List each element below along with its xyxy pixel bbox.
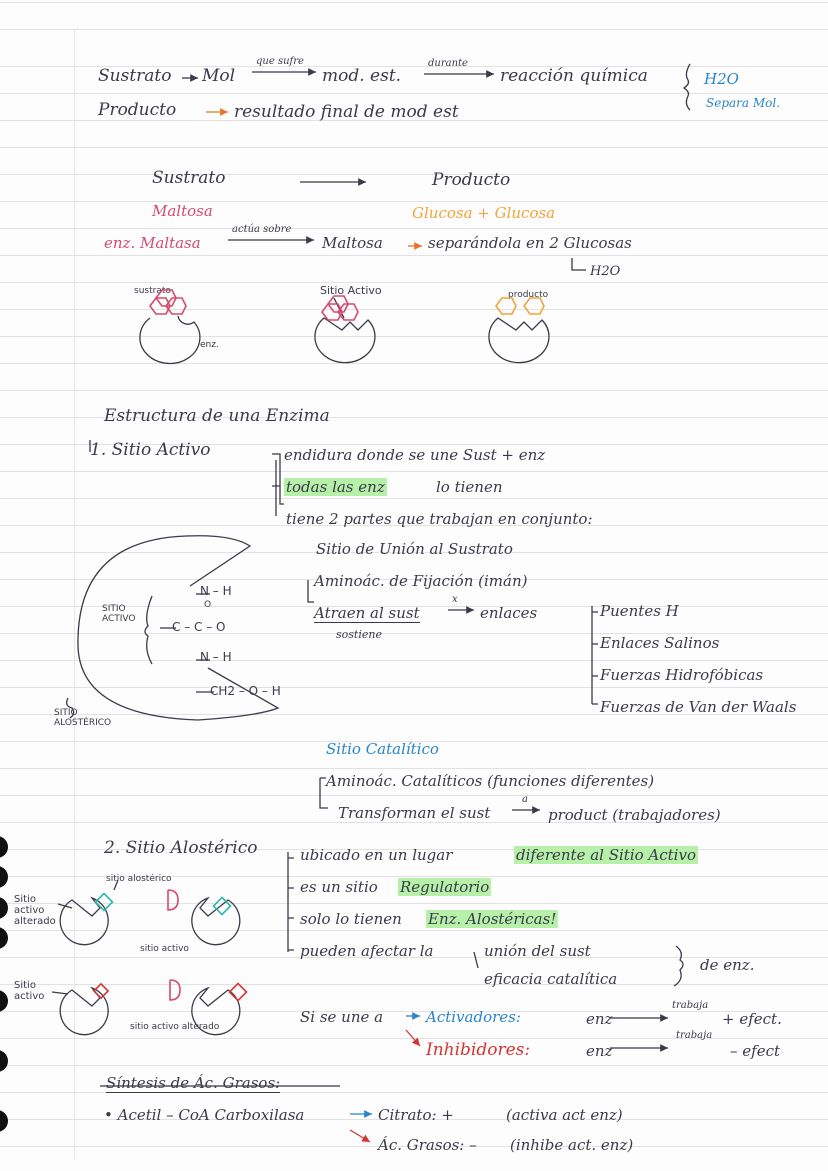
text-trabaja-2: trabaja — [676, 1030, 713, 1041]
text-durante: durante — [428, 58, 468, 69]
text-sustrato: Sustrato — [98, 66, 172, 86]
text-ubicado: ubicado en un lugar — [300, 846, 453, 864]
label-sitio-activo-box: SITIO ACTIVO — [102, 604, 136, 624]
text-solo: solo lo tienen — [300, 910, 402, 928]
label-sitio-activo: Sitio Activo — [320, 284, 382, 297]
text-sostiene: sostiene — [336, 628, 382, 641]
label-sustrato: sustrato — [134, 286, 171, 296]
text-product: product (trabajadores) — [548, 806, 721, 824]
text-todas: todas las enz — [286, 478, 385, 496]
text-activa: (activa act enz) — [506, 1106, 623, 1124]
text-transforman: Transforman el sust — [338, 804, 491, 822]
label-ch2oh: CH2 – O – H — [210, 684, 281, 698]
text-acetil: • Acetil – CoA Carboxilasa — [104, 1106, 305, 1124]
label-sitio-alosterico-small: sitio alostérico — [106, 874, 172, 884]
text-es-un: es un sitio — [300, 878, 378, 896]
text-lo-tienen: lo tienen — [436, 478, 503, 496]
text-actua-sobre: actúa sobre — [232, 224, 292, 235]
text-eficacia: eficacia catalítica — [484, 970, 618, 988]
text-que-sufre: que sufre — [256, 56, 304, 67]
text-citrato: Citrato: + — [378, 1106, 454, 1124]
text-enlaces: enlaces — [480, 604, 538, 622]
text-endidura: endidura donde se une Sust + enz — [284, 446, 546, 464]
text-act-enz: enz — [586, 1010, 613, 1028]
text-mas-efect: + efect. — [722, 1010, 782, 1028]
text-pueden: pueden afectar la — [300, 942, 434, 960]
text-h-sustrato: Sustrato — [152, 168, 226, 188]
heading-sintesis: Síntesis de Ác. Grasos: — [106, 1074, 281, 1092]
text-sitio-union: Sitio de Unión al Sustrato — [316, 540, 513, 558]
text-puentes: Puentes H — [600, 602, 679, 620]
text-atraen: Atraen al sust — [314, 604, 420, 622]
text-glucosa: Glucosa + Glucosa — [412, 204, 556, 222]
text-mol: Mol — [202, 66, 236, 86]
label-nh1: N – H — [200, 584, 232, 598]
label-sitio-activo-left2: Sitio activo — [14, 980, 45, 1002]
text-enz-alos: Enz. Alostéricas! — [428, 910, 557, 928]
text-inh-enz: enz — [586, 1042, 613, 1060]
label-producto: producto — [508, 290, 549, 300]
text-si-se-une: Si se une a — [300, 1008, 384, 1026]
text-enz-maltasa: enz. Maltasa — [104, 234, 201, 252]
text-a-small: a — [522, 794, 528, 805]
text-hidrofobicas: Fuerzas Hidrofóbicas — [600, 666, 764, 684]
text-producto: Producto — [98, 100, 177, 120]
text-trabaja-1: trabaja — [672, 1000, 709, 1011]
heading-estructura: Estructura de una Enzima — [104, 406, 330, 426]
label-o: O — [204, 600, 212, 610]
label-nh2: N – H — [200, 650, 232, 664]
text-sitio-catalitico: Sitio Catalítico — [326, 740, 439, 758]
text-inhibidores: Inhibidores: — [426, 1040, 531, 1060]
label-cco: C – C – O — [172, 620, 226, 634]
text-separandola: separándola en 2 Glucosas — [428, 234, 632, 252]
text-union-sust: unión del sust — [484, 942, 591, 960]
label-sitio-alosterico: SITIO ALOSTÉRICO — [54, 708, 112, 728]
text-regulatorio: Regulatorio — [400, 878, 490, 896]
text-resultado: resultado final de mod est — [234, 102, 459, 122]
label-sitio-activo-small: sitio activo — [140, 944, 189, 954]
text-h-producto: Producto — [432, 170, 511, 190]
text-reaccion: reacción química — [500, 66, 648, 86]
text-activadores: Activadores: — [426, 1008, 521, 1026]
label-sitio-activo-alterado2: sitio activo alterado — [130, 1022, 220, 1032]
text-tiene-2: tiene 2 partes que trabajan en conjunto: — [286, 510, 593, 528]
text-separa-mol: Separa Mol. — [706, 96, 781, 110]
text-x-small: x — [452, 594, 458, 605]
text-salinos: Enlaces Salinos — [600, 634, 720, 652]
text-aminoac-fijacion: Aminoác. de Fijación (imán) — [314, 572, 528, 590]
text-de-enz: de enz. — [700, 956, 755, 974]
text-aminoac-catal: Aminoác. Catalíticos (funciones diferentes) — [326, 772, 655, 790]
text-h2o: H2O — [704, 70, 739, 88]
label-enz: enz. — [200, 340, 219, 350]
text-inhibe: (inhibe act. enz) — [510, 1136, 634, 1154]
text-maltosa-2: Maltosa — [322, 234, 383, 252]
text-diferente: diferente al Sitio Activo — [516, 846, 696, 864]
text-maltosa: Maltosa — [152, 202, 213, 220]
text-h2o-small: H2O — [590, 264, 621, 279]
text-menos-efect: – efect — [730, 1042, 781, 1060]
label-sitio-activo-alterado: Sitio activo alterado — [14, 894, 56, 927]
text-sitio-alos-2: 2. Sitio Alostérico — [104, 838, 258, 858]
text-mod-est: mod. est. — [322, 66, 402, 86]
text-ac-grasos: Ác. Grasos: – — [378, 1136, 477, 1154]
text-vanderwaals: Fuerzas de Van der Waals — [600, 698, 797, 716]
text-sitio-activo-1: 1. Sitio Activo — [90, 440, 211, 460]
